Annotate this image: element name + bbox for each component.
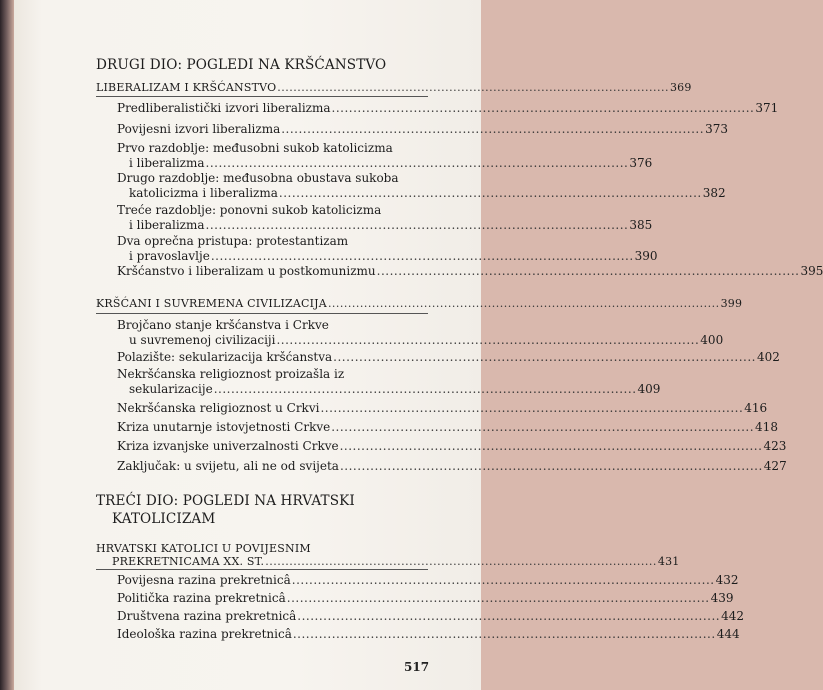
section-underline — [96, 313, 428, 314]
toc-entry-line-1[interactable]: Drugo razdoblje: međusobna obustava sukoba — [117, 171, 399, 185]
toc-entry[interactable]: Predliberalistički izvori liberalizma .................................................................................................. 371 — [117, 101, 779, 115]
toc-entry-line-1[interactable]: Dva oprečna pristupa: protestantizam — [117, 234, 349, 248]
toc-entry[interactable]: Povijesni izvori liberalizma .................................................................................................. 373 — [117, 122, 728, 136]
part-2-title: DRUGI DIO: POGLEDI NA KRŠĆANSTVO — [96, 57, 387, 73]
toc-entry-line-2[interactable]: sekularizacije .................................................................................................. 409 — [129, 382, 661, 396]
toc-entry[interactable]: Zaključak: u svijetu, ali ne od svijeta .................................................................................................. 427 — [117, 459, 787, 473]
book-gutter-shadow — [0, 0, 14, 690]
toc-entry-line-2[interactable]: u suvremenoj civilizaciji .................................................................................................. 400 — [129, 333, 724, 347]
toc-entry-line-1[interactable]: Nekršćanska religioznost proizašla iz — [117, 367, 345, 381]
toc-entry[interactable]: Ideološka razina prekretnicâ .................................................................................................. 444 — [117, 627, 740, 641]
toc-entry[interactable]: Politička razina prekretnicâ .................................................................................................. 439 — [117, 591, 734, 605]
toc-entry[interactable]: Kriza unutarnje istovjetnosti Crkve .................................................................................................. 418 — [117, 420, 778, 434]
toc-section-heading[interactable]: KRŠĆANI I SUVREMENA CIVILIZACIJA .................................................................................................. 399 — [96, 297, 743, 310]
toc-section-heading-line-2[interactable]: PREKRETNICAMA XX. ST. .................................................................................................. 431 — [112, 555, 680, 568]
section-underline — [96, 569, 428, 570]
toc-entry-line-1[interactable]: Treće razdoblje: ponovni sukob katolicizma — [117, 203, 382, 217]
toc-entry-line-2[interactable]: i pravoslavlje .................................................................................................. 390 — [129, 249, 658, 263]
toc-entry[interactable]: Povijesna razina prekretnicâ .................................................................................................. 432 — [117, 573, 739, 587]
toc-entry-line-2[interactable]: i liberalizma .................................................................................................. 385 — [129, 218, 653, 232]
toc-entry-line-1[interactable]: Prvo razdoblje: međusobni sukob katolicizma — [117, 141, 393, 155]
part-3-title-line-1: TREĆI DIO: POGLEDI NA HRVATSKI — [96, 493, 355, 509]
toc-entry-line-2[interactable]: katolicizma i liberalizma .................................................................................................. 382 — [129, 186, 726, 200]
part-3-title-line-2: KATOLICIZAM — [112, 511, 216, 527]
toc-entry-line-1[interactable]: Brojčano stanje kršćanstva i Crkve — [117, 318, 329, 332]
section-underline — [96, 96, 428, 97]
toc-entry-line-2[interactable]: i liberalizma .................................................................................................. 376 — [129, 156, 653, 170]
toc-entry[interactable]: Društvena razina prekretnicâ .................................................................................................. 442 — [117, 609, 745, 623]
toc-entry[interactable]: Kršćanstvo i liberalizam u postkomunizmu .................................................................................................. 395 — [117, 264, 823, 278]
toc-section-heading-line-1[interactable]: HRVATSKI KATOLICI U POVIJESNIM — [96, 542, 311, 555]
page-number: 517 — [404, 660, 430, 674]
toc-entry[interactable]: Nekršćanska religioznost u Crkvi .................................................................................................. 416 — [117, 401, 768, 415]
toc-section-heading[interactable]: LIBERALIZAM I KRŠĆANSTVO .................................................................................................. 369 — [96, 81, 692, 94]
toc-entry[interactable]: Polazište: sekularizacija kršćanstva .................................................................................................. 402 — [117, 350, 780, 364]
toc-entry[interactable]: Kriza izvanjske univerzalnosti Crkve .................................................................................................. 423 — [117, 439, 787, 453]
